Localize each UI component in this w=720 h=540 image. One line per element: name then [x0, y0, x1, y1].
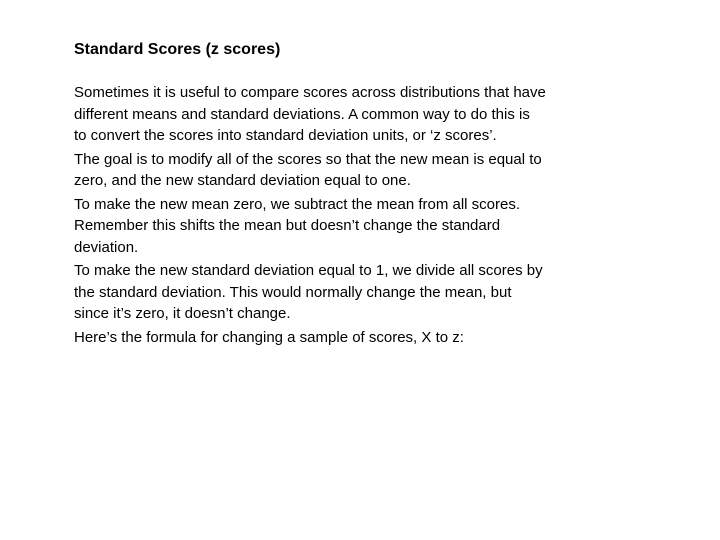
paragraph-mean-zero: [74, 194, 604, 259]
paragraph-line: To make the new standard deviation equal to 1, we divide all scores by: [74, 262, 543, 279]
paragraph-line: to convert the scores into standard deviation units, or ‘z scores’.: [74, 127, 497, 144]
paragraph-line: To make the new mean zero, we subtract the mean from all scores.: [74, 195, 521, 213]
paragraph-goal: [74, 149, 604, 192]
slide-body: [74, 82, 604, 350]
paragraph-line: deviation.: [74, 238, 139, 256]
slide-title: Standard Scores (z scores): [74, 41, 281, 58]
paragraph-line: zero, and the new standard deviation equal to one.: [74, 172, 411, 189]
paragraph-line: Remember this shifts the mean but doesn’t change the standard: [74, 217, 501, 234]
paragraph-line: The goal is to modify all of the scores so that the new mean is equal to: [74, 150, 542, 168]
paragraph-line: the standard deviation. This would normally change the mean, but: [74, 283, 512, 301]
paragraph-sd-one: [74, 260, 604, 325]
paragraph-formula-intro: [74, 327, 604, 349]
paragraph-intro: [74, 82, 604, 147]
paragraph-line: different means and standard deviations. A common way to do this is: [74, 105, 530, 123]
paragraph-line: since it’s zero, it doesn’t change.: [74, 305, 291, 322]
paragraph-line: Sometimes it is useful to compare scores across distributions that have: [74, 84, 546, 101]
paragraph-line: Here’s the formula for changing a sample of scores, X to z:: [74, 328, 464, 346]
